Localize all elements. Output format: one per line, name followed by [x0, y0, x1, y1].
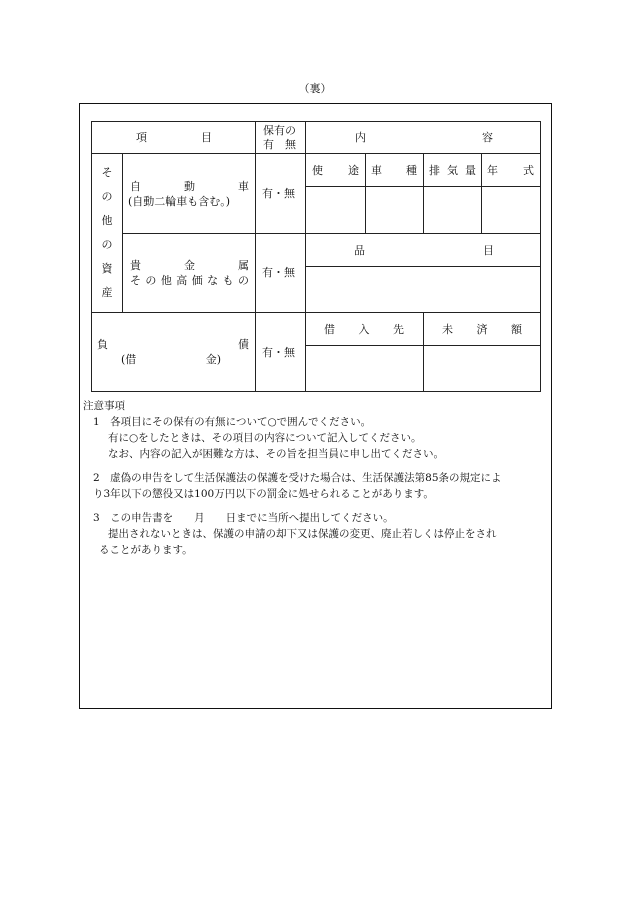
- vehicle-model-cell[interactable]: [366, 187, 422, 232]
- debt-label: 負 債: [97, 338, 249, 351]
- vehicle-label: 自 動 車: [130, 180, 249, 193]
- header-item: 項 目: [136, 131, 212, 144]
- header-contents: 内 容: [355, 131, 493, 144]
- notes-heading: 注意事項: [83, 400, 125, 412]
- page-label: （裏）: [298, 82, 332, 95]
- precious-metal-possession: 有・無: [262, 266, 295, 279]
- debt-col-lender: 借 入 先: [324, 323, 404, 336]
- vehicle-col-year: 年 式: [487, 164, 534, 177]
- note-item-3: 3 この申告書を 月 日までに当所へ提出してください。 提出されないときは、保護の申請の却下又は保護の変更、廃止若しくは停止をされ ることがあります。: [93, 512, 497, 556]
- vehicle-col-model: 車 種: [371, 164, 417, 177]
- vehicle-note: (自動二輪車も含む。): [128, 195, 231, 208]
- vehicle-usage-cell[interactable]: [306, 187, 364, 232]
- precious-item-cell[interactable]: [306, 267, 539, 311]
- vehicle-year-cell[interactable]: [482, 187, 539, 232]
- vehicle-col-displacement: 排 気 量: [429, 164, 476, 177]
- vehicle-possession: 有・無: [262, 187, 295, 200]
- other-valuables-label: そ の 他 高 価 な も の: [130, 274, 249, 287]
- other-assets-label: そ の 他 の 資 産: [101, 166, 113, 299]
- header-possession-1: 保有の: [263, 124, 296, 137]
- debt-outstanding-cell[interactable]: [424, 346, 539, 390]
- header-possession-2: 有 無: [263, 138, 296, 151]
- debt-loan-label: (借 金): [121, 353, 221, 366]
- vehicle-col-usage: 使 途: [312, 164, 359, 177]
- debt-possession: 有・無: [262, 346, 295, 359]
- debt-lender-cell[interactable]: [306, 346, 422, 390]
- debt-col-outstanding: 未 済 額: [442, 323, 522, 336]
- note-item-1: 1 各項目にその保有の有無について○で囲んでください。 有に○をしたときは、その項目の内容について記入してください。 なお、内容の記入が困難な方は、その旨を担当員に申し出てください。: [93, 416, 444, 460]
- note-item-2: 2 虚偽の申告をして生活保護法の保護を受けた場合は、生活保護法第85条の規定によ り3年以下の懲役又は100万円以下の罰金に処せられることがあります。: [93, 472, 502, 500]
- vehicle-displacement-cell[interactable]: [424, 187, 480, 232]
- notes-section: [83, 398, 553, 566]
- precious-metal-label: 貴 金 属: [130, 259, 249, 272]
- precious-col-item: 品 目: [354, 244, 494, 257]
